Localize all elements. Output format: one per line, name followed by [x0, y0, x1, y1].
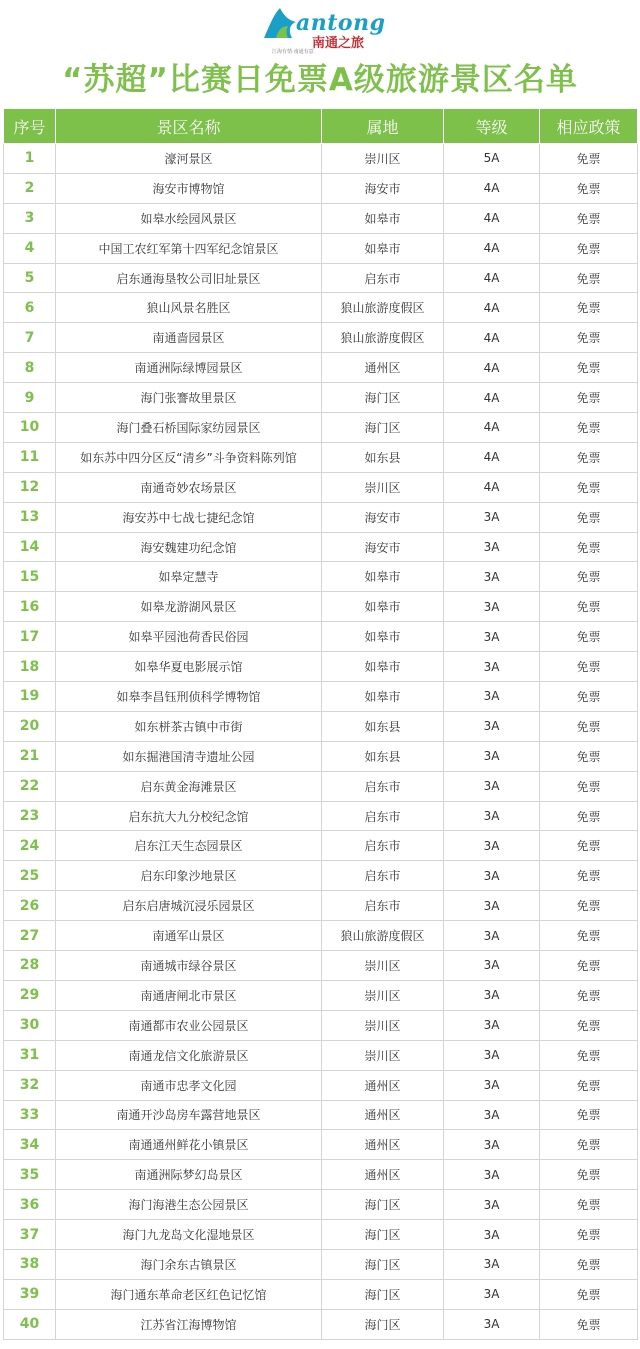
cell-name: 如东苏中四分区反“清乡”斗争资料陈列馆	[56, 442, 322, 472]
cell-level: 4A	[444, 383, 540, 413]
cell-index: 18	[4, 652, 56, 682]
nantong-logo	[262, 4, 386, 56]
cell-region: 通州区	[322, 1130, 444, 1160]
cell-region: 海门区	[322, 383, 444, 413]
table-row	[4, 831, 638, 861]
cell-level: 3A	[444, 980, 540, 1010]
table-row	[4, 472, 638, 502]
cell-index: 35	[4, 1160, 56, 1190]
cell-level: 3A	[444, 711, 540, 741]
cell-level: 3A	[444, 891, 540, 921]
cell-index: 20	[4, 711, 56, 741]
cell-region: 启东市	[322, 771, 444, 801]
cell-name: 中国工农红军第十四军纪念馆景区	[56, 233, 322, 263]
cell-name: 如皋李昌钰刑侦科学博物馆	[56, 682, 322, 712]
cell-name: 启东印象沙地景区	[56, 861, 322, 891]
cell-region: 海安市	[322, 173, 444, 203]
table-row	[4, 1160, 638, 1190]
cell-index: 25	[4, 861, 56, 891]
cell-name: 海门张謇故里景区	[56, 383, 322, 413]
cell-level: 3A	[444, 771, 540, 801]
cell-region: 通州区	[322, 1160, 444, 1190]
cell-level: 4A	[444, 353, 540, 383]
table-row	[4, 1070, 638, 1100]
cell-policy: 免票	[540, 741, 638, 771]
table-row	[4, 383, 638, 413]
cell-level: 3A	[444, 1130, 540, 1160]
header-name: 景区名称	[56, 109, 322, 144]
cell-policy: 免票	[540, 592, 638, 622]
cell-policy: 免票	[540, 1279, 638, 1309]
cell-policy: 免票	[540, 1040, 638, 1070]
cell-region: 启东市	[322, 861, 444, 891]
table-row	[4, 622, 638, 652]
logo-tagline: 江海有情·南通有意	[272, 49, 314, 55]
cell-level: 3A	[444, 1279, 540, 1309]
cell-region: 崇川区	[322, 1040, 444, 1070]
cell-level: 3A	[444, 1160, 540, 1190]
cell-region: 狼山旅游度假区	[322, 323, 444, 353]
cell-name: 启东通海垦牧公司旧址景区	[56, 263, 322, 293]
cell-name: 南通奇妙农场景区	[56, 472, 322, 502]
cell-level: 3A	[444, 741, 540, 771]
cell-name: 南通唐闸北市景区	[56, 980, 322, 1010]
cell-index: 1	[4, 144, 56, 174]
cell-level: 4A	[444, 233, 540, 263]
cell-level: 4A	[444, 323, 540, 353]
table-row	[4, 921, 638, 951]
cell-region: 启东市	[322, 831, 444, 861]
table-row	[4, 1309, 638, 1339]
cell-policy: 免票	[540, 921, 638, 951]
cell-level: 3A	[444, 1070, 540, 1100]
cell-index: 39	[4, 1279, 56, 1309]
cell-level: 4A	[444, 173, 540, 203]
table-row	[4, 801, 638, 831]
table-row	[4, 711, 638, 741]
header-policy: 相应政策	[540, 109, 638, 144]
cell-level: 3A	[444, 831, 540, 861]
table-row	[4, 323, 638, 353]
cell-region: 海安市	[322, 532, 444, 562]
cell-level: 3A	[444, 921, 540, 951]
cell-level: 4A	[444, 413, 540, 443]
table-row	[4, 1220, 638, 1250]
header-level: 等级	[444, 109, 540, 144]
cell-name: 南通洲际梦幻岛景区	[56, 1160, 322, 1190]
scenic-area-table	[3, 108, 638, 1340]
cell-region: 如皋市	[322, 203, 444, 233]
table-row	[4, 682, 638, 712]
cell-name: 南通城市绿谷景区	[56, 951, 322, 981]
cell-index: 15	[4, 562, 56, 592]
cell-policy: 免票	[540, 1160, 638, 1190]
table-row	[4, 980, 638, 1010]
cell-region: 通州区	[322, 353, 444, 383]
cell-name: 江苏省江海博物馆	[56, 1309, 322, 1339]
header	[0, 0, 640, 104]
table-row	[4, 413, 638, 443]
cell-index: 27	[4, 921, 56, 951]
cell-name: 南通开沙岛房车露营地景区	[56, 1100, 322, 1130]
table-row	[4, 233, 638, 263]
cell-region: 如皋市	[322, 233, 444, 263]
cell-policy: 免票	[540, 1100, 638, 1130]
cell-index: 14	[4, 532, 56, 562]
cell-policy: 免票	[540, 1070, 638, 1100]
cell-policy: 免票	[540, 233, 638, 263]
cell-index: 10	[4, 413, 56, 443]
cell-index: 7	[4, 323, 56, 353]
table-row	[4, 1249, 638, 1279]
cell-name: 启东黄金海滩景区	[56, 771, 322, 801]
cell-policy: 免票	[540, 891, 638, 921]
cell-name: 如皋水绘园风景区	[56, 203, 322, 233]
cell-level: 3A	[444, 682, 540, 712]
cell-index: 5	[4, 263, 56, 293]
cell-name: 海安市博物馆	[56, 173, 322, 203]
cell-name: 海门九龙岛文化湿地景区	[56, 1220, 322, 1250]
cell-region: 崇川区	[322, 144, 444, 174]
cell-region: 如皋市	[322, 562, 444, 592]
table-row	[4, 891, 638, 921]
cell-policy: 免票	[540, 502, 638, 532]
cell-name: 海门余东古镇景区	[56, 1249, 322, 1279]
table-row	[4, 1190, 638, 1220]
table-row	[4, 652, 638, 682]
table-row	[4, 1100, 638, 1130]
cell-policy: 免票	[540, 801, 638, 831]
table-row	[4, 203, 638, 233]
cell-name: 南通洲际绿博园景区	[56, 353, 322, 383]
cell-level: 3A	[444, 1190, 540, 1220]
cell-level: 3A	[444, 801, 540, 831]
cell-level: 3A	[444, 1010, 540, 1040]
cell-region: 崇川区	[322, 472, 444, 502]
cell-name: 南通啬园景区	[56, 323, 322, 353]
cell-policy: 免票	[540, 682, 638, 712]
table-row	[4, 1010, 638, 1040]
cell-name: 南通通州鲜花小镇景区	[56, 1130, 322, 1160]
cell-region: 崇川区	[322, 1010, 444, 1040]
cell-index: 3	[4, 203, 56, 233]
cell-region: 如皋市	[322, 652, 444, 682]
cell-index: 40	[4, 1309, 56, 1339]
cell-region: 如东县	[322, 711, 444, 741]
cell-level: 3A	[444, 1309, 540, 1339]
cell-region: 通州区	[322, 1100, 444, 1130]
cell-policy: 免票	[540, 1249, 638, 1279]
cell-index: 4	[4, 233, 56, 263]
cell-index: 24	[4, 831, 56, 861]
cell-name: 海门叠石桥国际家纺园景区	[56, 413, 322, 443]
cell-region: 启东市	[322, 891, 444, 921]
cell-region: 启东市	[322, 801, 444, 831]
cell-region: 如东县	[322, 442, 444, 472]
table-row	[4, 353, 638, 383]
cell-index: 11	[4, 442, 56, 472]
cell-region: 海门区	[322, 1279, 444, 1309]
header-index: 序号	[4, 109, 56, 144]
cell-name: 南通龙信文化旅游景区	[56, 1040, 322, 1070]
cell-region: 崇川区	[322, 951, 444, 981]
table-row	[4, 861, 638, 891]
cell-level: 4A	[444, 203, 540, 233]
cell-index: 9	[4, 383, 56, 413]
cell-name: 如皋华夏电影展示馆	[56, 652, 322, 682]
cell-index: 17	[4, 622, 56, 652]
cell-name: 启东启唐城沉浸乐园景区	[56, 891, 322, 921]
table-row	[4, 951, 638, 981]
cell-name: 濠河景区	[56, 144, 322, 174]
cell-name: 南通市忠孝文化园	[56, 1070, 322, 1100]
cell-name: 如皋定慧寺	[56, 562, 322, 592]
cell-level: 3A	[444, 951, 540, 981]
cell-policy: 免票	[540, 562, 638, 592]
cell-region: 如皋市	[322, 682, 444, 712]
cell-index: 28	[4, 951, 56, 981]
cell-region: 海门区	[322, 1220, 444, 1250]
cell-index: 13	[4, 502, 56, 532]
cell-name: 如皋龙游湖风景区	[56, 592, 322, 622]
cell-level: 3A	[444, 1040, 540, 1070]
table-row	[4, 263, 638, 293]
cell-level: 3A	[444, 502, 540, 532]
cell-region: 如皋市	[322, 592, 444, 622]
cell-policy: 免票	[540, 1220, 638, 1250]
cell-region: 通州区	[322, 1070, 444, 1100]
table-row	[4, 173, 638, 203]
cell-region: 海门区	[322, 1190, 444, 1220]
cell-policy: 免票	[540, 203, 638, 233]
cell-region: 如皋市	[322, 622, 444, 652]
cell-index: 36	[4, 1190, 56, 1220]
cell-index: 21	[4, 741, 56, 771]
cell-policy: 免票	[540, 711, 638, 741]
cell-index: 16	[4, 592, 56, 622]
table-row	[4, 1130, 638, 1160]
cell-level: 4A	[444, 263, 540, 293]
table-row	[4, 771, 638, 801]
table-row	[4, 592, 638, 622]
cell-level: 4A	[444, 472, 540, 502]
cell-index: 29	[4, 980, 56, 1010]
cell-name: 如皋平园池荷香民俗园	[56, 622, 322, 652]
cell-level: 3A	[444, 592, 540, 622]
cell-policy: 免票	[540, 472, 638, 502]
header-region: 属地	[322, 109, 444, 144]
cell-name: 南通军山景区	[56, 921, 322, 951]
cell-name: 海门通东革命老区红色记忆馆	[56, 1279, 322, 1309]
table-row	[4, 562, 638, 592]
cell-name: 海安苏中七战七捷纪念馆	[56, 502, 322, 532]
cell-index: 33	[4, 1100, 56, 1130]
cell-policy: 免票	[540, 1130, 638, 1160]
cell-region: 海安市	[322, 502, 444, 532]
cell-index: 19	[4, 682, 56, 712]
cell-region: 海门区	[322, 1309, 444, 1339]
logo-chinese: 南通之旅	[312, 36, 365, 51]
cell-region: 海门区	[322, 413, 444, 443]
cell-index: 2	[4, 173, 56, 203]
cell-level: 5A	[444, 144, 540, 174]
cell-policy: 免票	[540, 951, 638, 981]
cell-policy: 免票	[540, 861, 638, 891]
cell-index: 12	[4, 472, 56, 502]
cell-name: 狼山风景名胜区	[56, 293, 322, 323]
cell-level: 3A	[444, 861, 540, 891]
cell-policy: 免票	[540, 353, 638, 383]
cell-policy: 免票	[540, 144, 638, 174]
cell-index: 34	[4, 1130, 56, 1160]
cell-policy: 免票	[540, 1010, 638, 1040]
cell-level: 3A	[444, 622, 540, 652]
cell-index: 32	[4, 1070, 56, 1100]
cell-policy: 免票	[540, 1190, 638, 1220]
cell-name: 海安魏建功纪念馆	[56, 532, 322, 562]
cell-policy: 免票	[540, 771, 638, 801]
table-row	[4, 293, 638, 323]
cell-index: 22	[4, 771, 56, 801]
table-row	[4, 532, 638, 562]
cell-index: 37	[4, 1220, 56, 1250]
cell-policy: 免票	[540, 532, 638, 562]
cell-level: 3A	[444, 652, 540, 682]
cell-policy: 免票	[540, 173, 638, 203]
cell-region: 海门区	[322, 1249, 444, 1279]
cell-policy: 免票	[540, 1309, 638, 1339]
cell-name: 如东栟茶古镇中市街	[56, 711, 322, 741]
table-row	[4, 442, 638, 472]
cell-policy: 免票	[540, 383, 638, 413]
cell-region: 启东市	[322, 263, 444, 293]
cell-level: 3A	[444, 562, 540, 592]
cell-name: 启东江天生态园景区	[56, 831, 322, 861]
cell-policy: 免票	[540, 323, 638, 353]
table-row	[4, 1279, 638, 1309]
logo-wordmark: antong	[296, 10, 386, 36]
cell-level: 3A	[444, 1249, 540, 1279]
cell-level: 4A	[444, 442, 540, 472]
cell-index: 31	[4, 1040, 56, 1070]
table-row	[4, 502, 638, 532]
cell-level: 3A	[444, 532, 540, 562]
table-row	[4, 144, 638, 174]
table-row	[4, 1040, 638, 1070]
cell-index: 26	[4, 891, 56, 921]
cell-policy: 免票	[540, 413, 638, 443]
table-body	[4, 144, 638, 1340]
cell-policy: 免票	[540, 442, 638, 472]
cell-level: 4A	[444, 293, 540, 323]
cell-policy: 免票	[540, 293, 638, 323]
table-row	[4, 741, 638, 771]
cell-region: 狼山旅游度假区	[322, 293, 444, 323]
page-title: “苏超”比赛日免票A级旅游景区名单	[62, 62, 578, 98]
cell-policy: 免票	[540, 263, 638, 293]
cell-index: 30	[4, 1010, 56, 1040]
cell-index: 6	[4, 293, 56, 323]
cell-index: 8	[4, 353, 56, 383]
cell-name: 启东抗大九分校纪念馆	[56, 801, 322, 831]
table-header-row	[4, 109, 638, 144]
cell-index: 23	[4, 801, 56, 831]
cell-region: 狼山旅游度假区	[322, 921, 444, 951]
cell-policy: 免票	[540, 831, 638, 861]
cell-region: 崇川区	[322, 980, 444, 1010]
cell-level: 3A	[444, 1100, 540, 1130]
cell-name: 南通都市农业公园景区	[56, 1010, 322, 1040]
cell-index: 38	[4, 1249, 56, 1279]
cell-policy: 免票	[540, 980, 638, 1010]
cell-level: 3A	[444, 1220, 540, 1250]
cell-name: 如东掘港国清寺遗址公园	[56, 741, 322, 771]
cell-name: 海门海港生态公园景区	[56, 1190, 322, 1220]
cell-region: 如东县	[322, 741, 444, 771]
cell-policy: 免票	[540, 652, 638, 682]
cell-policy: 免票	[540, 622, 638, 652]
